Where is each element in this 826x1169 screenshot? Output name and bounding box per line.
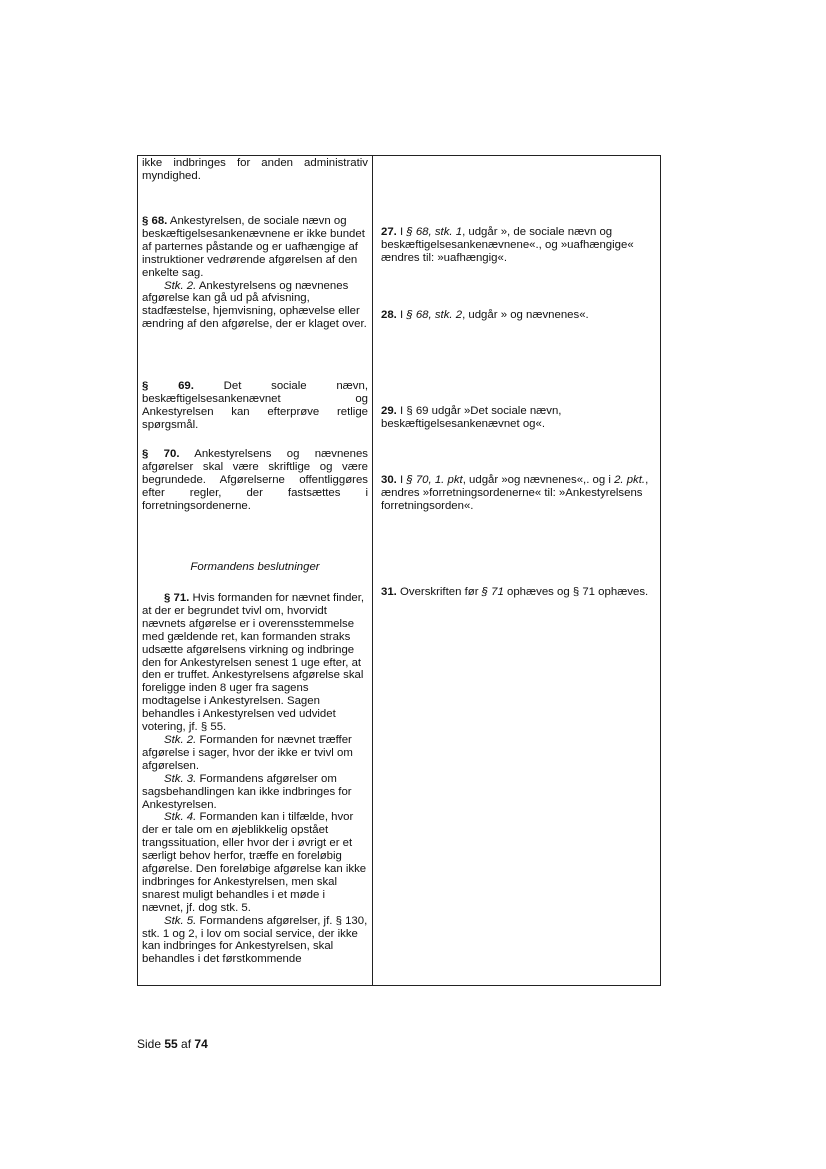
section-heading: Formandens beslutninger <box>190 561 320 573</box>
amendment-29-number: 29. <box>381 405 397 417</box>
section-71-stk3-label: Stk. 3. <box>164 772 197 785</box>
section-70-text: Ankestyrelsens og nævnenes afgørelser skal være skriftlige og være begrundede. Afgørelserne offentliggøres efter regler, der fastsættes i forretningsordenerne. <box>142 448 368 512</box>
amendment-27-number: 27. <box>381 226 397 238</box>
amendment-30-ref-1: § 70, 1. pkt <box>406 474 463 486</box>
section-71-stk4-label: Stk. 4. <box>164 811 197 824</box>
section-71 <box>142 592 368 966</box>
section-71-stk2-text: Formanden for nævnet træffer afgørelse i sager, hvor der ikke er tvivl om afgørelsen. <box>142 733 353 772</box>
page-footer: Side 55 af 74 <box>137 1037 208 1051</box>
section-71-stk5-text: Formandens afgørelser, jf. § 130, stk. 1 og 2, i lov om social service, der ikke kan indbringes for Ankestyrelsen, skal behandles i det førstkommende <box>142 914 368 966</box>
amendment-table <box>137 155 661 986</box>
amendment-31-ref: § 71 <box>481 586 504 598</box>
amendment-28-number: 28. <box>381 309 397 321</box>
amendment-28: 28. I § 68, stk. 2, udgår » og nævnenes«. <box>381 309 589 321</box>
amendment-29: 29. I § 69 udgår »Det sociale nævn, beskæftigelsesankenævnet og«. <box>381 405 562 430</box>
column-divider <box>372 156 373 985</box>
amendment-27-ref: § 68, stk. 1 <box>406 226 463 238</box>
amendment-31: 31. Overskriften før § 71 ophæves og § 71 ophæves. <box>381 586 649 598</box>
section-71-stk3-text: Formandens afgørelser om sagsbehandlingen kan ikke indbringes for Ankestyrelsen. <box>142 772 352 811</box>
amendment-column <box>381 156 657 985</box>
amendment-30-number: 30. <box>381 474 397 486</box>
section-69 <box>142 380 368 432</box>
section-69-number: § 69. <box>142 380 194 392</box>
section-71-stk4-text: Formanden kan i tilfælde, hvor der er tale om en øjeblikkelig opstået trangssituation, eller hvor der i øvrigt er et særligt behov herfor, træffe en foreløbig afgørelse. Den foreløbige afgørelse kan ikke indbringes for Ankestyrelsen, men skal snarest muligt behandles i et møde i nævnet, jf. dog stk. 5. <box>142 811 367 914</box>
section-68-number: § 68. <box>142 215 168 227</box>
section-69-text: Det sociale nævn, beskæftigelsesankenævnet og Ankestyrelsen kan efterprøve retlige spørgsmål. <box>142 380 368 431</box>
section-71-text: Hvis formanden for nævnet finder, at der er begrundet tvivl om, hvorvidt nævnets afgørelse er i overensstemmelse med gældende ret, kan formanden straks udsætte afgørelsens virkning og indbringe den for Ankestyrelsen senest 1 uge efter, at den er truffet. Ankestyrelsens afgørelse skal foreligge inden 8 uger fra sagens modtagelse i Ankestyrelsen. Sagen behandles i Ankestyrelsen ved udvidet votering, jf. § 55. <box>142 592 365 734</box>
amendment-30: 30. I § 70, 1. pkt, udgår »og nævnenes«,. og i 2. pkt., ændres »forretningsordenerne« til: »Ankestyrelsens forretningsorden«. <box>381 474 649 512</box>
current-law-column <box>142 156 368 985</box>
section-71-number: § 71. <box>164 592 190 604</box>
amendment-27: 27. I § 68, stk. 1, udgår », de sociale nævn og beskæftigelsesankenævnene«., og »uafhængige« ændres til: »uafhængig«. <box>381 226 634 264</box>
section-71-stk5-label: Stk. 5. <box>164 914 197 927</box>
section-70-number: § 70. <box>142 448 180 460</box>
section-70 <box>142 448 368 513</box>
section-68-stk2-text: Ankestyrelsens og nævnenes afgørelse kan gå ud på afvisning, stadfæstelse, hjemvisning, ophævelse eller ændring af den afgørelse, der er klaget over. <box>142 279 367 331</box>
page-total: 74 <box>194 1037 208 1051</box>
section-68-stk2-label: Stk. 2. <box>164 279 197 292</box>
section-68-text: Ankestyrelsen, de sociale nævn og beskæftigelsesankenævnene er ikke bundet af parternes påstande og er uafhængige af instruktioner vedrørende afgørelsen af den enkelte sag. <box>142 215 365 279</box>
amendment-28-ref: § 68, stk. 2 <box>406 309 463 321</box>
amendment-30-ref-2: 2. pkt. <box>614 474 646 486</box>
section-68 <box>142 215 368 331</box>
amendment-31-number: 31. <box>381 586 397 598</box>
carry-over-text: ikke indbringes for anden administrativ myndighed. <box>142 157 368 182</box>
section-71-stk2-label: Stk. 2. <box>164 733 197 746</box>
page-number: 55 <box>164 1037 178 1051</box>
